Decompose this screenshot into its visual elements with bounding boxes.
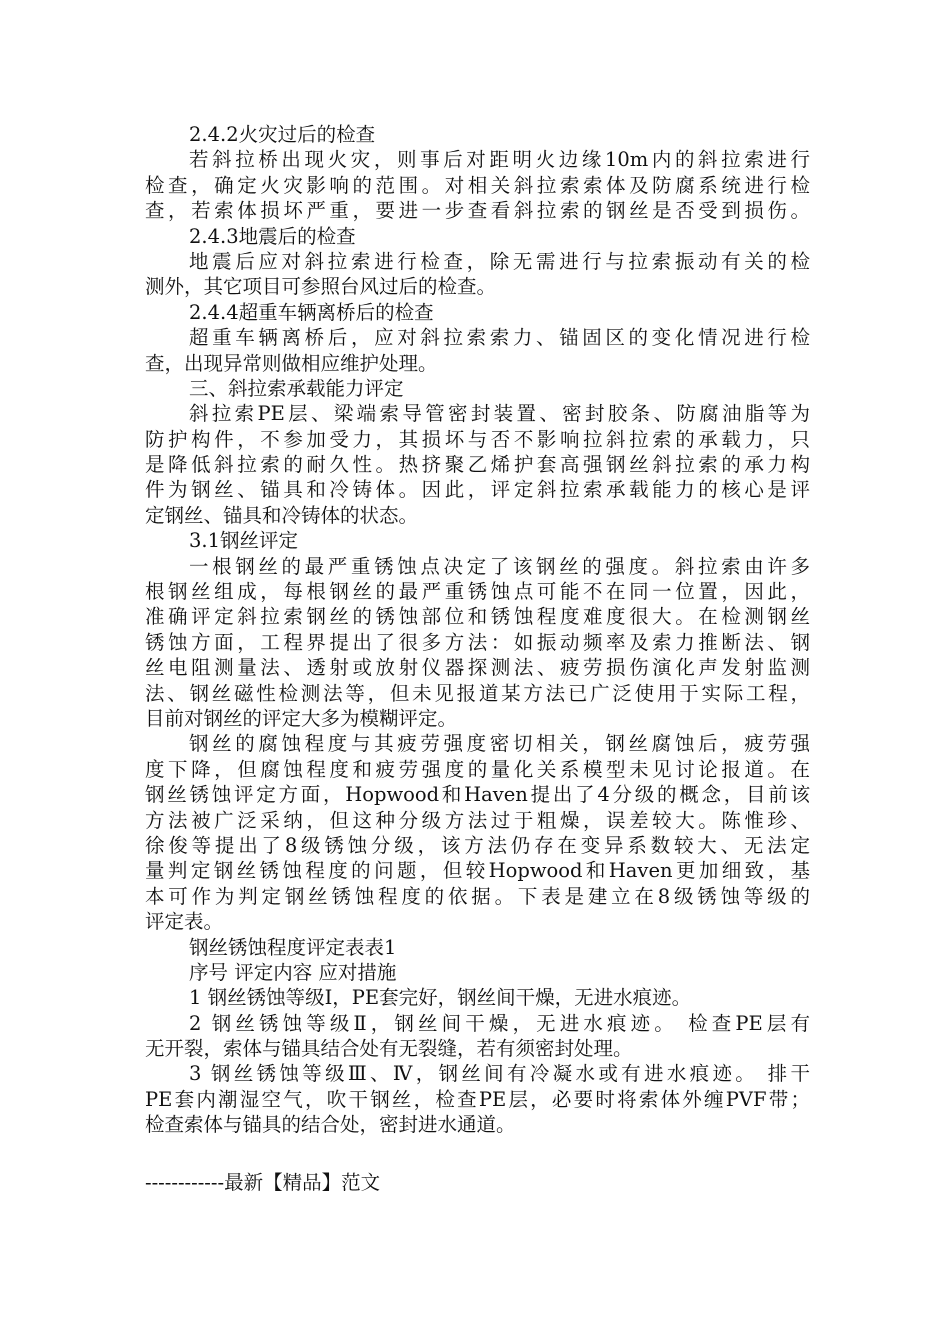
- text-line: 丝电阻测量法、透射或放射仪器探测法、疲劳损伤演化声发射监测: [145, 656, 810, 680]
- text-line: 地震后应对斜拉索进行检查，除无需进行与拉索振动有关的检: [189, 249, 810, 273]
- text-line: 测外，其它项目可参照台风过后的检查。: [145, 275, 497, 299]
- text-line: 钢丝的腐蚀程度与其疲劳强度密切相关，钢丝腐蚀后，疲劳强: [189, 732, 810, 756]
- footer-banner: ------------最新【精品】范文: [145, 1171, 381, 1194]
- text-line: 方法被广泛采纳，但这种分级方法过于粗燥，误差较大。陈惟珍、: [145, 808, 810, 832]
- text-line: 三、斜拉索承载能力评定: [189, 376, 404, 400]
- text-line: 根钢丝组成，每根钢丝的最严重锈蚀点可能不在同一位置，因此，: [145, 580, 810, 604]
- text-line: 超重车辆离桥后，应对斜拉索索力、锚固区的变化情况进行检: [189, 326, 810, 350]
- text-line: 锈蚀方面，工程界提出了很多方法：如振动频率及索力推断法、钢: [145, 630, 810, 654]
- text-line: 徐俊等提出了8级锈蚀分级，该方法仍存在变异系数较大、无法定: [145, 833, 810, 857]
- text-line: 钢丝锈蚀评定方面，Hopwood和Haven提出了4分级的概念，目前该: [145, 783, 810, 807]
- text-line: 一根钢丝的最严重锈蚀点决定了该钢丝的强度。斜拉索由许多: [189, 554, 810, 578]
- text-line: 2.4.4超重车辆离桥后的检查: [189, 300, 434, 324]
- text-line: 定钢丝、锚具和冷铸体的状态。: [145, 503, 419, 527]
- text-line: 目前对钢丝的评定大多为模糊评定。: [145, 706, 458, 730]
- text-line: 3.1钢丝评定: [189, 529, 299, 553]
- text-line: 2 钢丝锈蚀等级Ⅱ，钢丝间干燥，无进水痕迹。 检查PE层有: [189, 1011, 810, 1035]
- text-line: 1 钢丝锈蚀等级Ⅰ，PE套完好，钢丝间干燥，无进水痕迹。: [189, 986, 692, 1010]
- text-line: 件为钢丝、锚具和冷铸体。因此，评定斜拉索承载能力的核心是评: [145, 478, 810, 502]
- text-line: 查，若索体损坏严重，要进一步查看斜拉索的钢丝是否受到损伤。: [145, 199, 810, 223]
- text-line: 法、钢丝磁性检测法等，但未见报道某方法已广泛使用于实际工程，: [145, 681, 810, 705]
- text-line: PE套内潮湿空气，吹干钢丝，检查PE层，必要时将索体外缠PVF带；: [145, 1087, 810, 1111]
- text-line: 斜拉索PE层、梁端索导管密封装置、密封胶条、防腐油脂等为: [189, 402, 810, 426]
- text-line: 钢丝锈蚀程度评定表表1: [189, 935, 397, 959]
- text-line: 无开裂，索体与锚具结合处有无裂缝，若有须密封处理。: [145, 1037, 633, 1061]
- text-line: 是降低斜拉索的耐久性。热挤聚乙烯护套高强钢丝斜拉索的承力构: [145, 453, 810, 477]
- text-line: 防护构件，不参加受力，其损坏与否不影响拉斜拉索的承载力，只: [145, 427, 810, 451]
- text-line: 若斜拉桥出现火灾，则事后对距明火边缘10m内的斜拉索进行: [189, 148, 810, 172]
- text-line: 序号 评定内容 应对措施: [189, 960, 397, 984]
- text-line: 2.4.2火灾过后的检查: [189, 123, 376, 146]
- text-line: 3 钢丝锈蚀等级Ⅲ、Ⅳ，钢丝间有冷凝水或有进水痕迹。 排干: [189, 1062, 810, 1086]
- document-body: [145, 122, 810, 1138]
- text-line: 查，出现异常则做相应维护处理。: [145, 351, 438, 375]
- text-line: 量判定钢丝锈蚀程度的问题，但较Hopwood和Haven更加细致，基: [145, 859, 810, 883]
- text-line: 准确评定斜拉索钢丝的锈蚀部位和锈蚀程度难度很大。在检测钢丝: [145, 605, 810, 629]
- text-line: 检查，确定火灾影响的范围。对相关斜拉索索体及防腐系统进行检: [145, 173, 810, 197]
- text-line: 本可作为判定钢丝锈蚀程度的依据。下表是建立在8级锈蚀等级的: [145, 884, 810, 908]
- text-line: 评定表。: [145, 910, 224, 934]
- text-line: 2.4.3地震后的检查: [189, 224, 356, 248]
- text-line: 度下降，但腐蚀程度和疲劳强度的量化关系模型未见讨论报道。在: [145, 757, 810, 781]
- text-line: 检查索体与锚具的结合处，密封进水通道。: [145, 1113, 516, 1137]
